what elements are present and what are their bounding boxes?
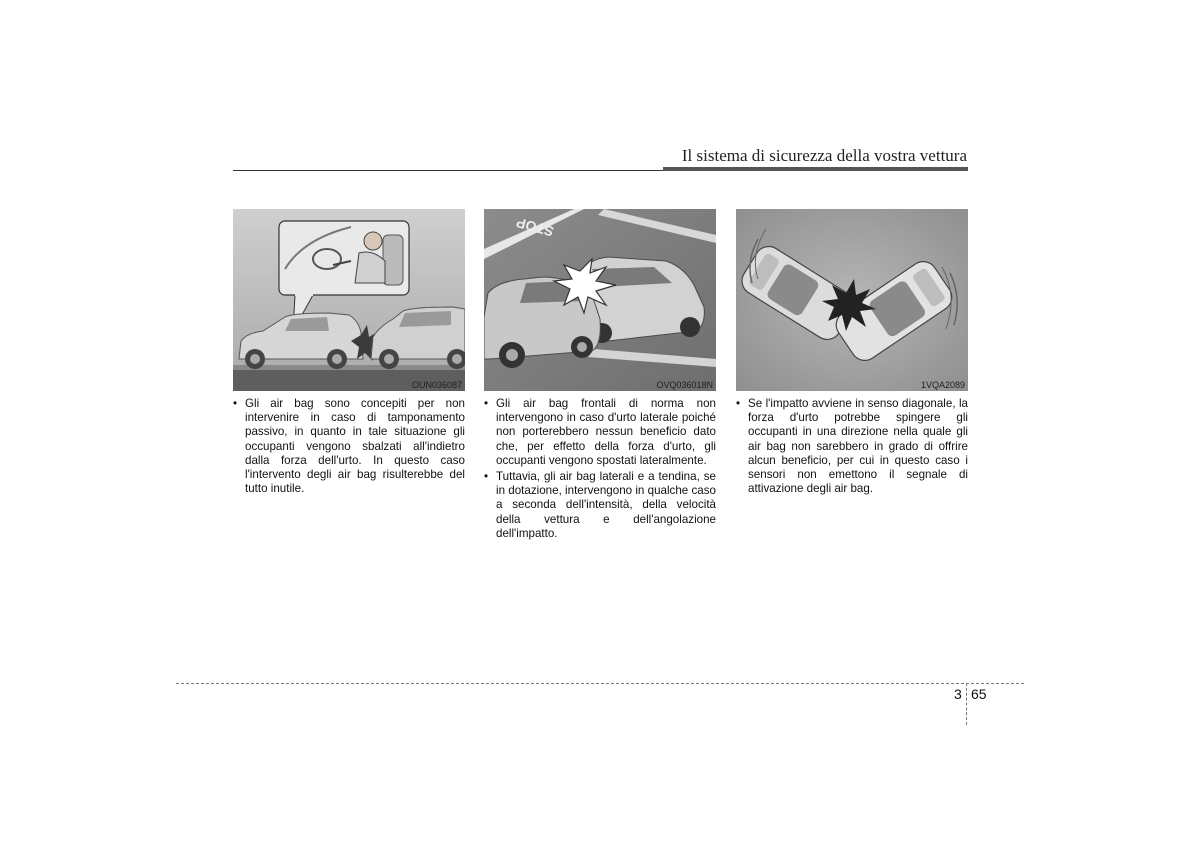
figure-code: 1VQA2089 <box>920 380 965 390</box>
chapter-number: 3 <box>954 686 962 702</box>
header-rule-accent <box>663 167 968 171</box>
bullet-item <box>484 470 716 541</box>
page-header-title: Il sistema di sicurezza della vostra vettura <box>681 146 967 165</box>
text-column-3 <box>736 397 968 498</box>
bullet-dot: • <box>484 470 489 484</box>
rear-collision-illustration <box>233 209 465 391</box>
bullet-text: Tuttavia, gli air bag laterali e a tendina, se in dotazione, intervengono in qualche caso a seconda dell'intensità, della velocità della vettura e dell'angolazione dell'impatto. <box>496 470 716 540</box>
page-number: 65 <box>971 686 987 702</box>
footer-dashed-rule <box>176 683 1024 684</box>
bullet-dot: • <box>736 397 741 410</box>
figure-code: OVQ036018N <box>656 380 713 390</box>
figure-side-collision <box>484 209 716 391</box>
figure-rear-collision <box>233 209 465 391</box>
bullet-text: Gli air bag sono concepiti per non intervenire in caso di tamponamento passivo, in quanto in tale situazione gli occupanti vengono sbalzati all'indietro dalla forza dell'urto. In questo caso l'intervento degli air bag risulterebbe del tutto inutile. <box>245 397 465 496</box>
bullet-item <box>736 397 968 496</box>
diagonal-collision-illustration <box>736 209 968 391</box>
figure-diagonal-collision <box>736 209 968 391</box>
bullet-text: Se l'impatto avviene in senso diagonale, la forza d'urto potrebbe spingere gli occupanti in una direzione nella quale gli air bag non sarebbero in grado di offrire alcun beneficio, per cui in questo caso i sensori non emettono il segnale di attivazione degli air bag. <box>748 397 968 496</box>
bullet-item <box>233 397 465 496</box>
bullet-dot: • <box>233 397 238 410</box>
figure-code: OUN036087 <box>411 380 462 390</box>
bullet-text: Gli air bag frontali di norma non intervengono in caso d'urto laterale poiché non porterebbero nessun beneficio dato che, per effetto della forza d'urto, gli occupanti vengono spostati lateralmente. <box>496 397 716 467</box>
road-stop-text: STOP <box>514 214 556 240</box>
text-column-2 <box>484 397 716 543</box>
text-column-1 <box>233 397 465 498</box>
side-collision-illustration <box>484 209 716 391</box>
bullet-dot: • <box>484 397 489 410</box>
bullet-item <box>484 397 716 468</box>
footer-page-divider <box>966 683 967 725</box>
